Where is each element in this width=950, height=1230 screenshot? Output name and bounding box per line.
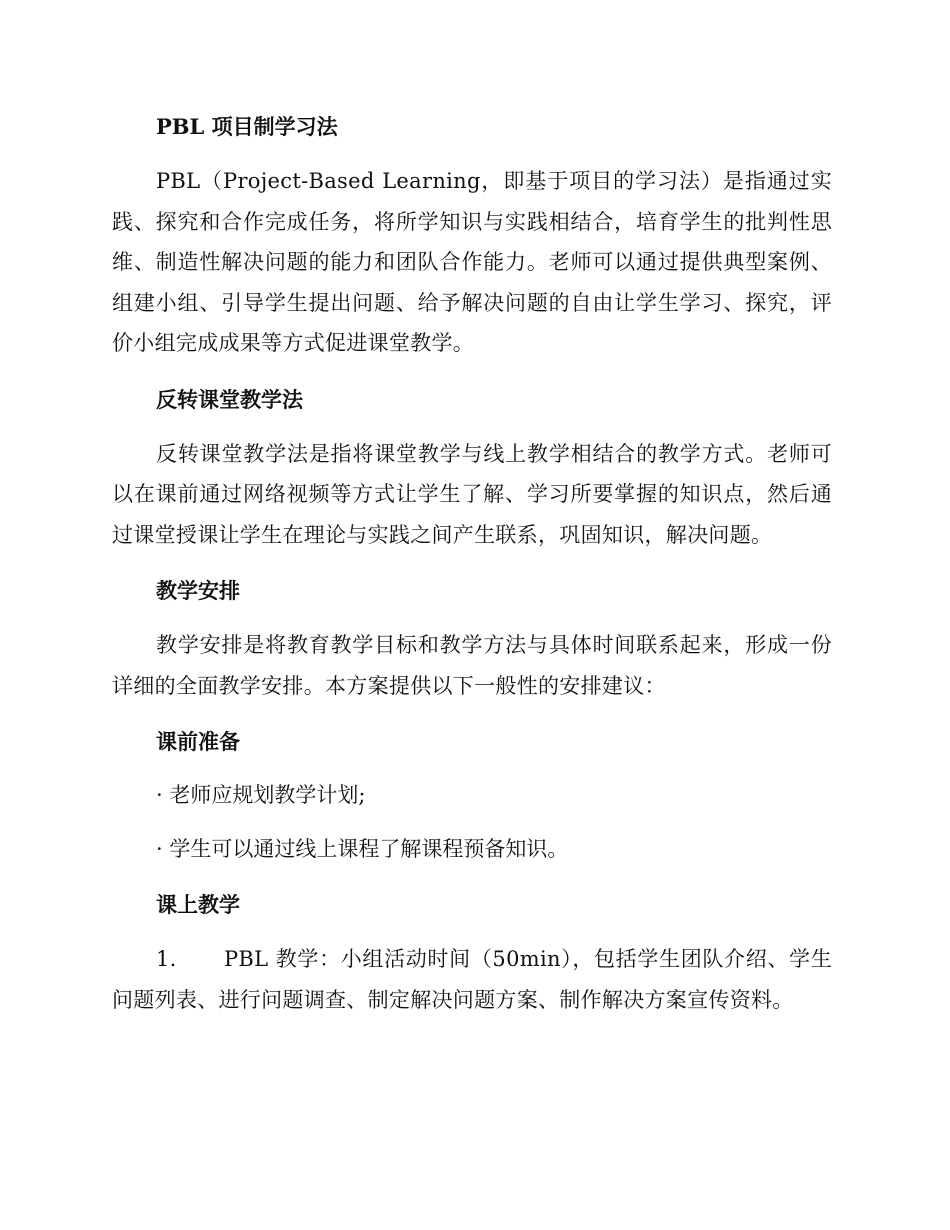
heading-pbl: PBL 项目制学习法 [156, 114, 338, 139]
item-number: 1. [156, 947, 177, 971]
bullet-item: · 学生可以通过线上课程了解课程预备知识。 [156, 837, 569, 861]
heading-in-class-teaching: 课上教学 [156, 892, 240, 917]
document-content [112, 107, 832, 1020]
bullet-item: · 老师应规划教学计划; [156, 783, 366, 807]
paragraph-pbl: PBL（Project-Based Learning，即基于项目的学习法）是指通过实践、探究和合作完成任务，将所学知识与实践相结合，培育学生的批判性思维、制造性解决问题的能力和团队合作能力。老师可以通过提供典型案例、组建小组、引导学生提出问题、给予解决问题的自由让学生学习、探究，评价小组完成成果等方式促进课堂教学。 [112, 169, 832, 355]
heading-teaching-arrangement: 教学安排 [156, 578, 240, 603]
paragraph-flipped-classroom: 反转课堂教学法是指将课堂教学与线上教学相结合的教学方式。老师可以在课前通过网络视频等方式让学生了解、学习所要掌握的知识点，然后通过课堂授课让学生在理论与实践之间产生联系，巩固知识，解决问题。 [112, 441, 832, 547]
numbered-item [112, 939, 832, 1020]
heading-flipped-classroom: 反转课堂教学法 [156, 386, 303, 412]
heading-pre-class-prep: 课前准备 [156, 729, 240, 754]
paragraph-teaching-arrangement: 教学安排是将教育教学目标和教学方法与具体时间联系起来，形成一份详细的全面教学安排。本方案提供以下一般性的安排建议： [112, 633, 832, 698]
item-text: PBL 教学：小组活动时间（50min），包括学生团队介绍、学生问题列表、进行问题调查、制定解决问题方案、制作解决方案宣传资料。 [112, 947, 832, 1012]
